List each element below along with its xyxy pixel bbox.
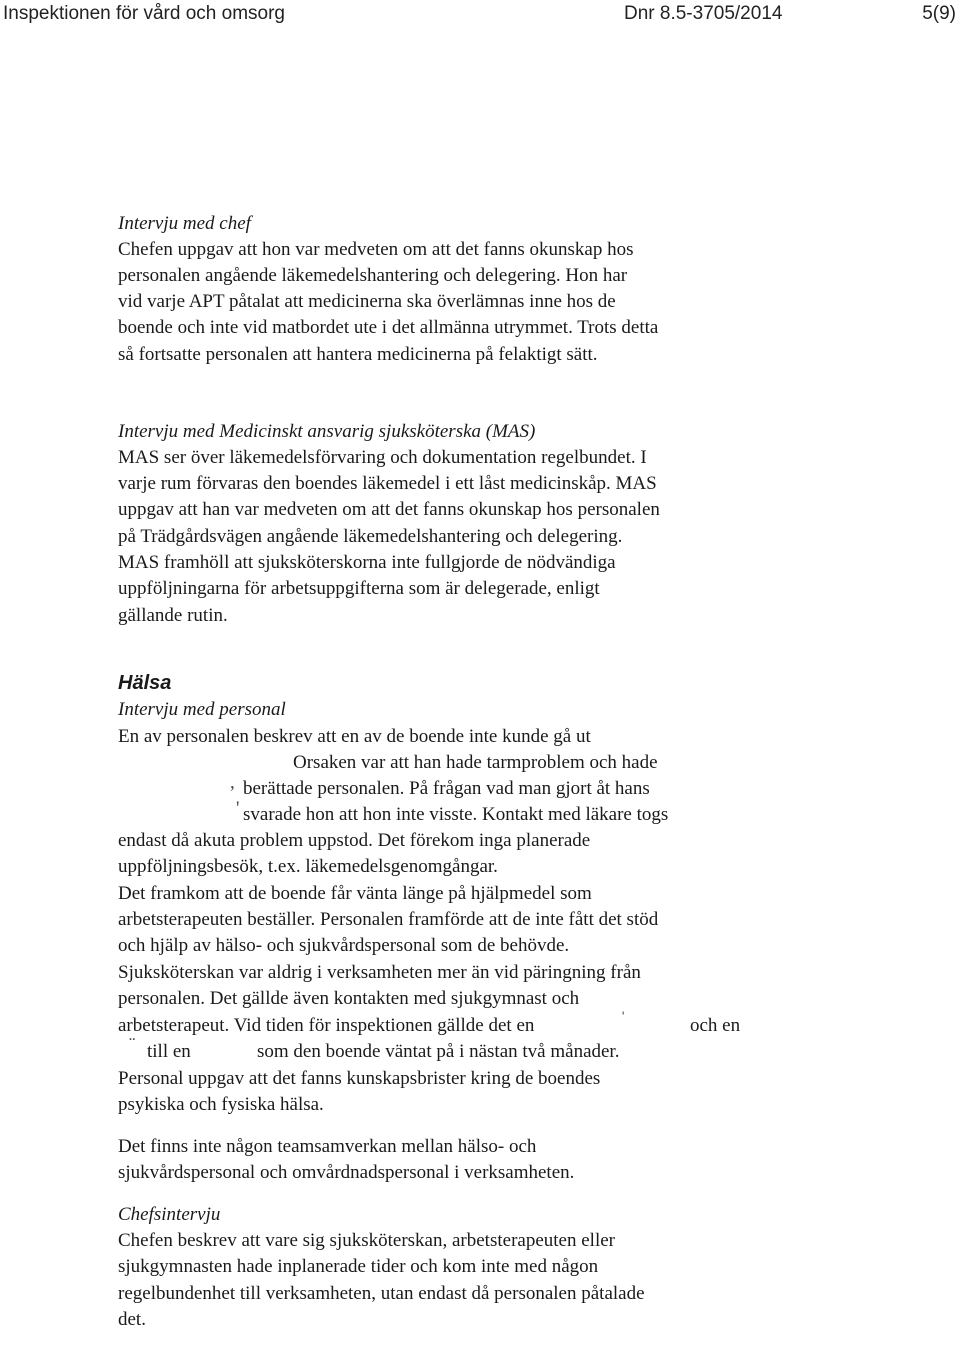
paragraph-line: sjukgymnasten hade inplanerade tider och kom inte med någon [118,1256,599,1277]
paragraph-line: berättade personalen. På frågan vad man gjort åt hans [243,778,650,799]
paragraph-line: boende och inte vid matbordet ute i det allmänna utrymmet. Trots detta [118,317,659,338]
section-title: Intervju med personal [118,699,286,720]
paragraph-line: vid varje APT påtalat att medicinerna ska överlämnas inne hos de [118,291,616,312]
paragraph-line: Chefen uppgav att hon var medveten om att det fanns okunskap hos [118,239,634,260]
paragraph-line: uppföljningsbesök, t.ex. läkemedelsgenomgångar. [118,856,498,877]
redaction-mark: , [230,772,235,793]
redaction-mark: ¨ [129,1034,136,1055]
agency-name: Inspektionen för vård och omsorg [3,3,285,24]
paragraph-line: arbetsterapeuten beställer. Personalen framförde att de inte fått det stöd [118,909,659,930]
paragraph-line: uppföljningarna för arbetsuppgifterna som är delegerade, enligt [118,578,600,599]
paragraph-line: och hjälp av hälso- och sjukvårdspersonal som de behövde. [118,935,570,956]
page-header [0,0,960,30]
paragraph-line: uppgav att han var medveten om att det fanns okunskap hos personalen [118,499,660,520]
paragraph-line: endast då akuta problem uppstod. Det förekom inga planerade [118,830,591,851]
paragraph-line: och en [690,1015,741,1036]
section-title: Chefsintervju [118,1204,221,1225]
paragraph-line: svarade hon att hon inte visste. Kontakt med läkare togs [243,804,669,825]
paragraph-line: MAS ser över läkemedelsförvaring och dokumentation regelbundet. I [118,447,647,468]
paragraph-line: till en [147,1041,191,1062]
paragraph-line: En av personalen beskrev att en av de boende inte kunde gå ut [118,726,591,747]
paragraph-line: arbetsterapeut. Vid tiden för inspektionen gällde det en [118,1015,535,1036]
paragraph-line: psykiska och fysiska hälsa. [118,1094,324,1115]
paragraph-line: personalen angående läkemedelshantering och delegering. Hon har [118,265,628,286]
paragraph-line: sjukvårdspersonal och omvårdnadspersonal i verksamheten. [118,1162,575,1183]
section-title: Intervju med chef [118,213,251,234]
redaction-mark: ˈ [620,1009,627,1030]
paragraph-line: regelbundenhet till verksamheten, utan endast då personalen påtalade [118,1283,645,1304]
paragraph-line: på Trädgårdsvägen angående läkemedelshantering och delegering. [118,526,623,547]
paragraph-line: Det framkom att de boende får vänta länge på hjälpmedel som [118,883,592,904]
paragraph-line: Orsaken var att han hade tarmproblem och hade [293,752,658,773]
paragraph-line: Chefen beskrev att vare sig sjuksköterskan, arbetsterapeuten eller [118,1230,615,1251]
paragraph-line: Personal uppgav att det fanns kunskapsbrister kring de boendes [118,1068,601,1089]
paragraph-line: MAS framhöll att sjuksköterskorna inte fullgjorde de nödvändiga [118,552,616,573]
page-number: 5(9) [922,3,956,24]
redaction-mark: ' [236,798,240,819]
paragraph-line: så fortsatte personalen att hantera medicinerna på felaktigt sätt. [118,344,598,365]
paragraph-line: personalen. Det gällde även kontakten med sjukgymnast och [118,988,580,1009]
paragraph-line: varje rum förvaras den boendes läkemedel i ett låst medicinskåp. MAS [118,473,657,494]
paragraph-line: Sjuksköterskan var aldrig i verksamheten mer än vid päringning från [118,962,641,983]
paragraph-line: som den boende väntat på i nästan två månader. [257,1041,620,1062]
case-number: Dnr 8.5-3705/2014 [624,3,783,24]
paragraph-line: gällande rutin. [118,605,228,626]
paragraph-line: det. [118,1309,146,1330]
section-title: Intervju med Medicinskt ansvarig sjuksköterska (MAS) [118,421,536,442]
paragraph-line: Det finns inte någon teamsamverkan mellan hälso- och [118,1136,537,1157]
section-heading: Hälsa [118,672,172,694]
